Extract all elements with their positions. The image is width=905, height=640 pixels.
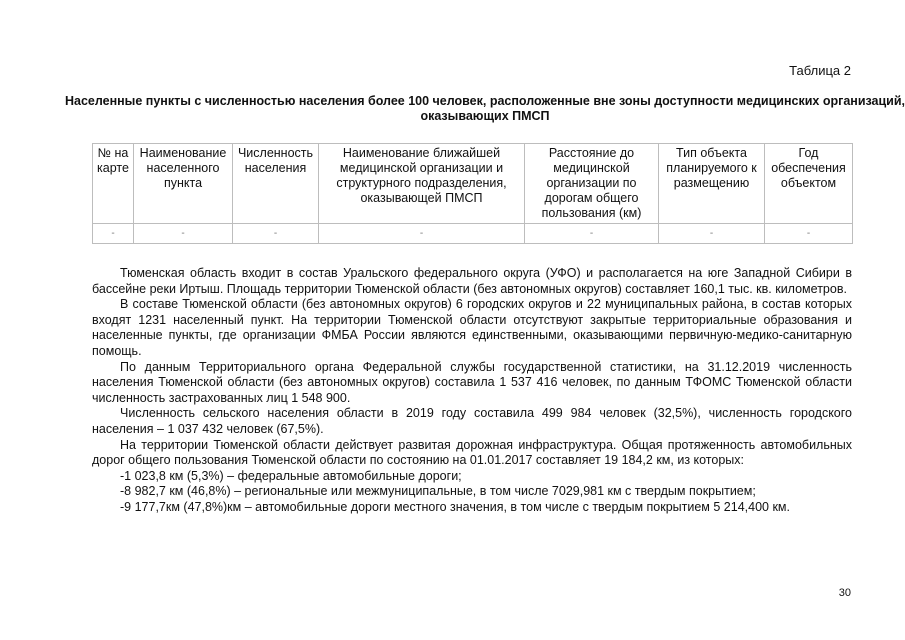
table-cell: - (319, 224, 525, 244)
table-cell: - (233, 224, 319, 244)
list-item: -9 177,7км (47,8%)км – автомобильные дороги местного значения, в том числе с твердым покрытием 5 214,400 км. (120, 499, 790, 514)
page-number: 30 (838, 587, 851, 599)
paragraph-population-stats: По данным Территориального органа Федеральной службы государственной статистики, на 31.12.2019 численность населения Тюменской области (без автономных округов) составила 1 537 416 человек, по данным ТФОМС Тюменской области численность застрахованных лиц 1 548 900. (92, 359, 852, 405)
document-title: Населенные пункты с численностью населения более 100 человек, расположенные вне зоны доступности медицинских организаций, оказывающих ПМСП (64, 94, 905, 123)
list-item: -1 023,8 км (5,3%) – федеральные автомобильные дороги; (120, 468, 462, 483)
paragraph-administrative-units: В составе Тюменской области (без автономных округов) 6 городских округов и 22 муниципальных района, в состав которых входят 1231 населенный пункт. На территории Тюменской области отсутствуют закрытые территориальные образования и населенные пункты, где организации ФМБА России являются единственными, оказывающими первичную-медико-санитарную помощь. (92, 297, 852, 358)
table-row (93, 224, 853, 244)
table-cell: - (659, 224, 765, 244)
list-item: -8 982,7 км (46,8%) – региональные или межмуниципальные, в том числе 7029,981 км с твердым покрытием; (120, 484, 756, 499)
paragraph-region-overview: Тюменская область входит в состав Уральского федерального округа (УФО) и располагается на юге Западной Сибири в бассейне реки Иртыш. Площадь территории Тюменской области (без автономных округов) составляет 160,1 тыс. кв. километров. (92, 266, 852, 296)
table-caption: Таблица 2 (789, 63, 851, 78)
table-cell: - (134, 224, 233, 244)
col-header-map-number: № на карте (93, 144, 134, 224)
body-text (92, 266, 852, 516)
col-header-population: Численность населения (233, 144, 319, 224)
col-header-distance: Расстояние до медицинской организации по дорогам общего пользования (км) (525, 144, 659, 224)
col-header-settlement-name: Наименование населенного пункта (134, 144, 233, 224)
settlements-table (92, 143, 853, 244)
paragraph-road-infrastructure: На территории Тюменской области действует развитая дорожная инфраструктура. Общая протяженность автомобильных дорог общего пользования Тюменской области по состоянию на 01.01.2017 составляет 19 184,2 км, из которых: (92, 437, 852, 468)
col-header-nearest-org: Наименование ближайшей медицинской организации и структурного подразделения, оказывающей ПМСП (319, 144, 525, 224)
table-cell: - (525, 224, 659, 244)
table-cell: - (93, 224, 134, 244)
col-header-object-type: Тип объекта планируемого к размещению (659, 144, 765, 224)
table-header-row (93, 144, 853, 224)
col-header-year: Год обеспечения объектом (765, 144, 853, 224)
table-cell: - (765, 224, 853, 244)
paragraph-rural-urban: Численность сельского населения области в 2019 году составила 499 984 человек (32,5%), численность городского населения – 1 037 432 человек (67,5%). (92, 406, 852, 436)
